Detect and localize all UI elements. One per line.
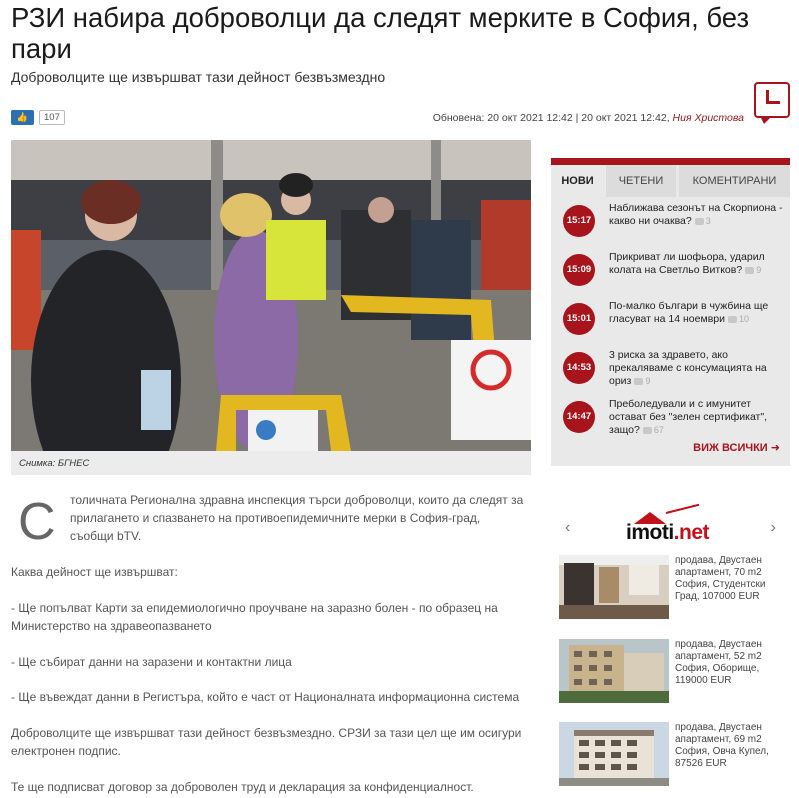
article-photo bbox=[11, 140, 531, 451]
comment-icon bbox=[728, 316, 737, 323]
news-time-badge: 14:53 bbox=[563, 352, 595, 384]
photo-caption: Снимка: БГНЕС bbox=[19, 458, 90, 469]
clock-icon[interactable] bbox=[754, 82, 790, 118]
updated-date: Обновена: 20 окт 2021 12:42 | 20 окт 2021 12:42, bbox=[432, 112, 670, 124]
photo-caption-bar bbox=[11, 451, 531, 475]
comment-icon bbox=[643, 427, 652, 434]
imoti-widget bbox=[551, 495, 790, 555]
arrow-right-icon: ➜ bbox=[770, 442, 780, 454]
article-meta bbox=[11, 110, 744, 126]
chevron-right-icon[interactable]: › bbox=[770, 519, 776, 536]
comment-icon bbox=[634, 378, 643, 385]
body-paragraph: - Ще въвеждат данни в Регистъра, който е част от Националната информационна система bbox=[11, 690, 520, 704]
logo-main: imoti bbox=[626, 521, 674, 544]
clock-icon-tail bbox=[760, 116, 772, 124]
facebook-share-button[interactable]: 👍 bbox=[11, 110, 34, 125]
listing-text[interactable]: продава, Двустаен апартамент, 52 m2 София, Оборище, 119000 EUR bbox=[675, 639, 762, 686]
article-title: РЗИ набира доброволци да следят мерките в София, без пари bbox=[11, 2, 750, 64]
news-title[interactable]: Наближава сезонът на Скорпиона - какво ни очаква? 3 bbox=[609, 202, 783, 227]
tab-read[interactable]: ЧЕТЕНИ bbox=[606, 165, 676, 197]
listing-photo[interactable] bbox=[559, 639, 669, 703]
tab-commented[interactable]: КОМЕНТИРАНИ bbox=[679, 165, 790, 197]
news-item[interactable] bbox=[563, 398, 785, 438]
news-item[interactable] bbox=[563, 251, 785, 291]
news-title[interactable]: Преболедували и с имунитет остават без "зелен сертификат", защо? 67 bbox=[609, 398, 768, 436]
drop-cap: С bbox=[18, 493, 56, 551]
body-paragraph: Каква дейност ще извършват: bbox=[11, 565, 178, 579]
see-all-link[interactable]: ВИЖ ВСИЧКИ ➜ bbox=[693, 442, 780, 454]
listing-photo[interactable] bbox=[559, 555, 669, 619]
body-paragraph: - Ще събират данни на заразени и контактни лица bbox=[11, 655, 292, 669]
property-listing[interactable] bbox=[559, 722, 791, 786]
tab-new[interactable]: НОВИ bbox=[551, 165, 604, 197]
news-time-badge: 15:09 bbox=[563, 254, 595, 286]
logo-suffix: .net bbox=[673, 521, 710, 544]
article-subtitle: Доброволците ще извършват тази дейност безвъзмездно bbox=[11, 69, 386, 85]
comment-count: 10 bbox=[739, 314, 750, 324]
property-listing[interactable] bbox=[559, 555, 791, 619]
news-tabs bbox=[551, 165, 790, 197]
body-paragraph: Те ще подписват договор за доброволен труд и декларация за конфиденциалност. bbox=[11, 780, 474, 794]
comment-count: 9 bbox=[756, 265, 762, 275]
news-item[interactable] bbox=[563, 202, 785, 242]
news-title[interactable]: 3 риска за здравето, ако прекаляваме с консумацията на ориз 9 bbox=[609, 349, 767, 387]
imoti-logo[interactable] bbox=[626, 509, 716, 545]
news-title[interactable]: Прикриват ли шофьора, ударил колата на Светльо Витков? 9 bbox=[609, 251, 765, 276]
news-title[interactable]: По-малко българи в чужбина ще гласуват на 14 ноември 10 bbox=[609, 300, 769, 325]
comment-icon bbox=[695, 218, 704, 225]
latest-news-widget bbox=[551, 158, 790, 466]
comment-count: 67 bbox=[653, 425, 664, 435]
chevron-left-icon[interactable]: ‹ bbox=[565, 519, 571, 536]
lead-paragraph: толичната Регионална здравна инспекция търси доброволци, които да следят за прилагането и спазването на противоепидемичните мерки в София-град, съобщи bTV. bbox=[70, 493, 524, 543]
news-time-badge: 15:01 bbox=[563, 303, 595, 335]
updated-info bbox=[433, 112, 744, 124]
news-time-badge: 15:17 bbox=[563, 205, 595, 237]
comment-count: 3 bbox=[705, 216, 711, 226]
property-listing[interactable] bbox=[559, 639, 791, 703]
body-paragraph: Доброволците ще извършват тази дейност безвъзмездно. СРЗИ за тази цел ще им осигури електронен подпис. bbox=[11, 726, 522, 758]
listing-text[interactable]: продава, Двустаен апартамент, 70 m2 София, Студентски Град, 107000 EUR bbox=[675, 555, 766, 602]
news-item[interactable] bbox=[563, 300, 785, 340]
news-item[interactable] bbox=[563, 349, 785, 389]
share-count: 107 bbox=[39, 110, 65, 125]
body-paragraph: - Ще попълват Карти за епидемиологично проучване на заразно болен - по образец на Министерство на здравеопазването bbox=[11, 601, 498, 633]
comment-icon bbox=[745, 267, 754, 274]
listing-photo[interactable] bbox=[559, 722, 669, 786]
comment-count: 9 bbox=[645, 376, 651, 386]
listing-text[interactable]: продава, Двустаен апартамент, 69 m2 София, Овча Купел, 87526 EUR bbox=[675, 722, 769, 769]
news-time-badge: 14:47 bbox=[563, 401, 595, 433]
widget-accent-bar bbox=[551, 158, 790, 165]
author-link[interactable]: Ния Христова bbox=[672, 112, 744, 124]
